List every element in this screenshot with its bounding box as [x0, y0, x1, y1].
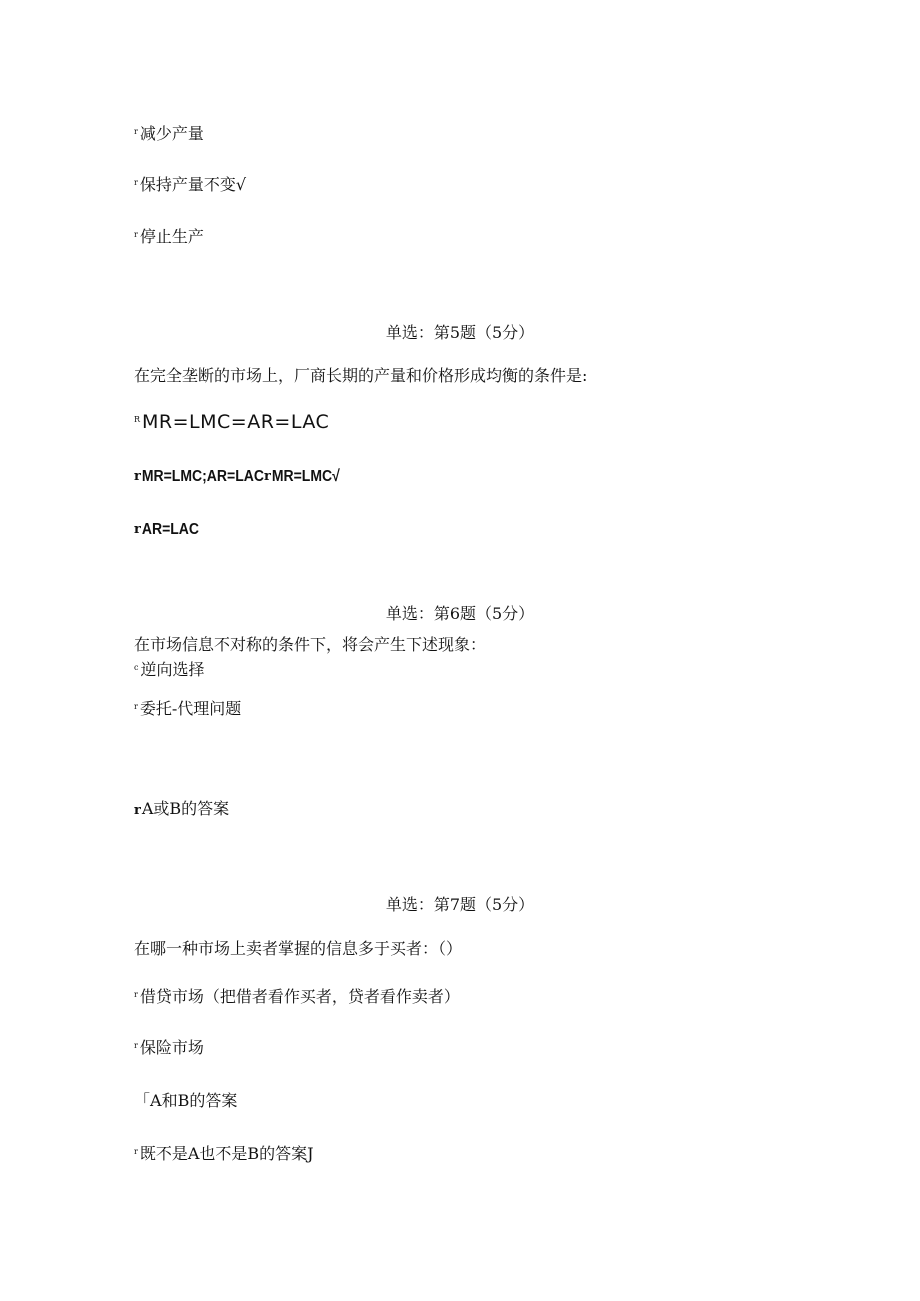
q5-option-4[interactable] — [134, 518, 199, 540]
radio-marker: r — [134, 230, 138, 239]
radio-marker: r — [134, 127, 138, 136]
option-text: 委托-代理问题 — [139, 699, 242, 718]
q5-option-2-3[interactable] — [134, 465, 340, 487]
radio-marker: r — [134, 1147, 138, 1156]
q6-heading: 单选：第6题（5分） — [385, 604, 535, 623]
radio-marker: R — [134, 415, 141, 424]
radio-marker: c — [134, 663, 139, 672]
radio-marker: r — [134, 1041, 138, 1050]
q5-prompt: 在完全垄断的市场上，厂商长期的产量和价格形成均衡的条件是: — [134, 366, 588, 385]
q7-option-4[interactable] — [134, 1144, 314, 1164]
option-text: A和B的答案 — [150, 1091, 238, 1110]
q6-option-1[interactable] — [134, 660, 205, 680]
option-text: 既不是A也不是B的答案J — [139, 1144, 314, 1163]
option-text: MR=LMC;AR=LAC — [141, 465, 264, 485]
radio-marker: r — [134, 990, 138, 999]
radio-marker: r — [134, 522, 141, 537]
q6-option-3[interactable] — [134, 799, 229, 821]
option-text: A或B的答案 — [141, 799, 230, 818]
radio-marker: r — [134, 702, 138, 711]
radio-marker: r — [263, 469, 271, 484]
q7-prompt: 在哪一种市场上卖者掌握的信息多于买者：（） — [134, 939, 463, 958]
option-text: 借贷市场（把借者看作买者，贷者看作卖者） — [139, 987, 460, 1006]
q7-option-3[interactable] — [134, 1091, 237, 1111]
q7-heading: 单选：第7题（5分） — [385, 895, 535, 914]
option-text: 保险市场 — [139, 1038, 204, 1057]
radio-marker: r — [134, 469, 141, 484]
option-text: 逆向选择 — [140, 660, 205, 679]
option-text: MR=LMC√ — [271, 465, 340, 485]
q7-option-1[interactable] — [134, 987, 460, 1007]
q5-option-1[interactable] — [134, 412, 329, 433]
radio-marker: r — [134, 803, 141, 818]
q4-option-2[interactable] — [134, 175, 246, 195]
q5-heading: 单选：第5题（5分） — [385, 323, 535, 342]
option-text: 保持产量不变√ — [139, 175, 247, 194]
option-text: AR=LAC — [141, 518, 200, 538]
radio-marker: 「 — [134, 1091, 151, 1110]
q7-option-2[interactable] — [134, 1038, 204, 1058]
q4-option-3[interactable] — [134, 227, 204, 247]
q4-option-1[interactable] — [134, 124, 204, 144]
option-text: MR=LMC=AR=LAC — [142, 411, 330, 433]
radio-marker: r — [134, 178, 138, 187]
option-text: 减少产量 — [139, 124, 204, 143]
q6-prompt: 在市场信息不对称的条件下，将会产生下述现象： — [134, 635, 487, 654]
q6-option-2[interactable] — [134, 699, 241, 719]
option-text: 停止生产 — [139, 227, 204, 246]
